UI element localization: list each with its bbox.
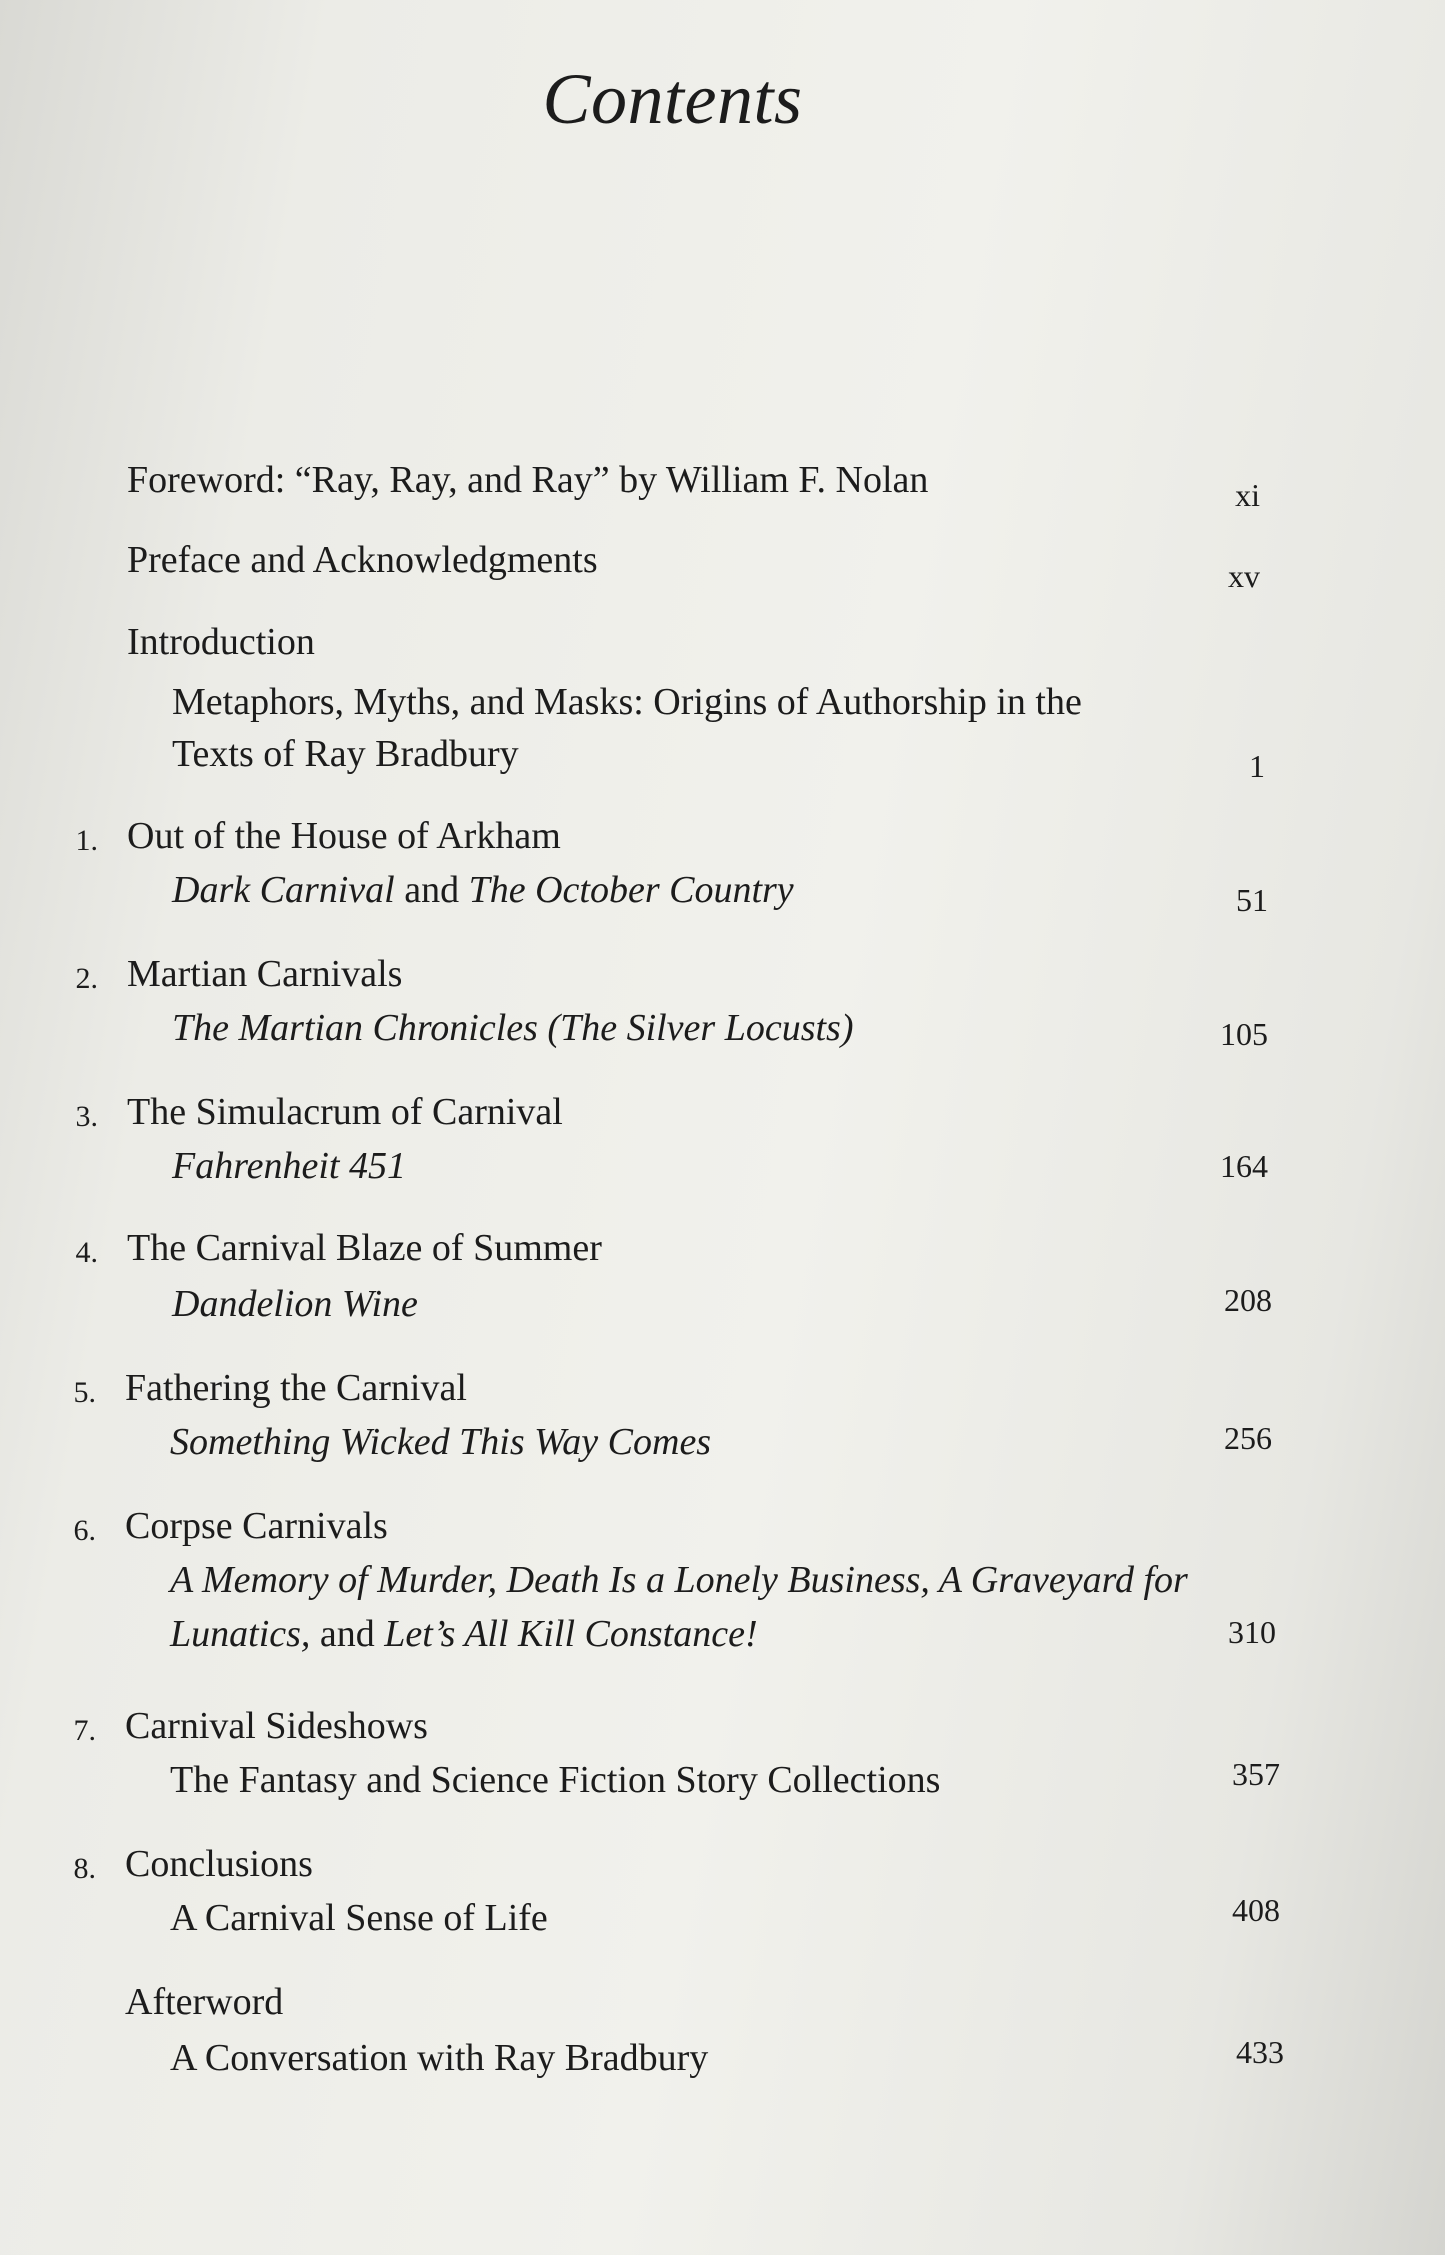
entry-page-number: 208	[1224, 1282, 1272, 1318]
entry-page-number: 433	[1236, 2034, 1284, 2070]
entry-subtitle: Something Wicked This Way Comes	[170, 1421, 712, 1463]
entry-page-number: xi	[1235, 477, 1260, 513]
chapter-number: 2.	[75, 962, 98, 995]
entry-subtitle: The Martian Chronicles (The Silver Locusts)	[172, 1007, 854, 1049]
entry-heading: Martian Carnivals	[127, 953, 403, 995]
entry-page-number: 256	[1224, 1420, 1272, 1456]
chapter-number: 7.	[73, 1714, 96, 1747]
entry-page-number: 310	[1228, 1614, 1276, 1650]
entry-subtitle: The Fantasy and Science Fiction Story Collections	[170, 1759, 941, 1801]
entry-page-number: xv	[1228, 558, 1260, 594]
entry-heading: The Carnival Blaze of Summer	[127, 1227, 602, 1269]
page-title: Contents	[542, 59, 803, 139]
entry-subtitle-line2: Lunatics, and Let’s All Kill Constance!	[170, 1613, 758, 1655]
entry-subtitle: A Memory of Murder, Death Is a Lonely Business, A Graveyard for	[170, 1559, 1188, 1601]
entry-heading: Out of the House of Arkham	[127, 815, 561, 857]
entry-heading: Conclusions	[125, 1843, 313, 1885]
entry-page-number: 408	[1232, 1892, 1280, 1928]
entry-heading: Foreword: “Ray, Ray, and Ray” by William F. Nolan	[127, 459, 929, 501]
entry-page-number: 105	[1220, 1016, 1268, 1052]
entry-subtitle: A Conversation with Ray Bradbury	[170, 2037, 709, 2079]
entry-subtitle: Dandelion Wine	[172, 1283, 418, 1325]
chapter-number: 6.	[73, 1514, 96, 1547]
entry-heading: Afterword	[125, 1981, 284, 2023]
entry-page-number: 51	[1236, 882, 1268, 918]
entry-heading: The Simulacrum of Carnival	[127, 1091, 563, 1133]
entry-page-number: 164	[1220, 1148, 1268, 1184]
entry-subtitle: Dark Carnival and The October Country	[172, 869, 794, 911]
entry-heading: Introduction	[127, 621, 315, 663]
entry-subtitle: Metaphors, Myths, and Masks: Origins of Authorship in the	[172, 681, 1082, 723]
entry-heading: Fathering the Carnival	[125, 1367, 467, 1409]
entry-heading: Preface and Acknowledgments	[127, 539, 598, 581]
entry-heading: Corpse Carnivals	[125, 1505, 388, 1547]
entry-page-number: 1	[1249, 748, 1265, 784]
entry-heading: Carnival Sideshows	[125, 1705, 428, 1747]
entry-page-number: 357	[1232, 1756, 1280, 1792]
chapter-number: 3.	[75, 1100, 98, 1133]
chapter-number: 1.	[75, 824, 98, 857]
entry-subtitle: Fahrenheit 451	[172, 1145, 406, 1187]
entry-subtitle: A Carnival Sense of Life	[170, 1897, 548, 1939]
chapter-number: 4.	[75, 1236, 98, 1269]
chapter-number: 5.	[73, 1376, 96, 1409]
chapter-number: 8.	[73, 1852, 96, 1885]
entry-subtitle-line2: Texts of Ray Bradbury	[172, 733, 519, 775]
